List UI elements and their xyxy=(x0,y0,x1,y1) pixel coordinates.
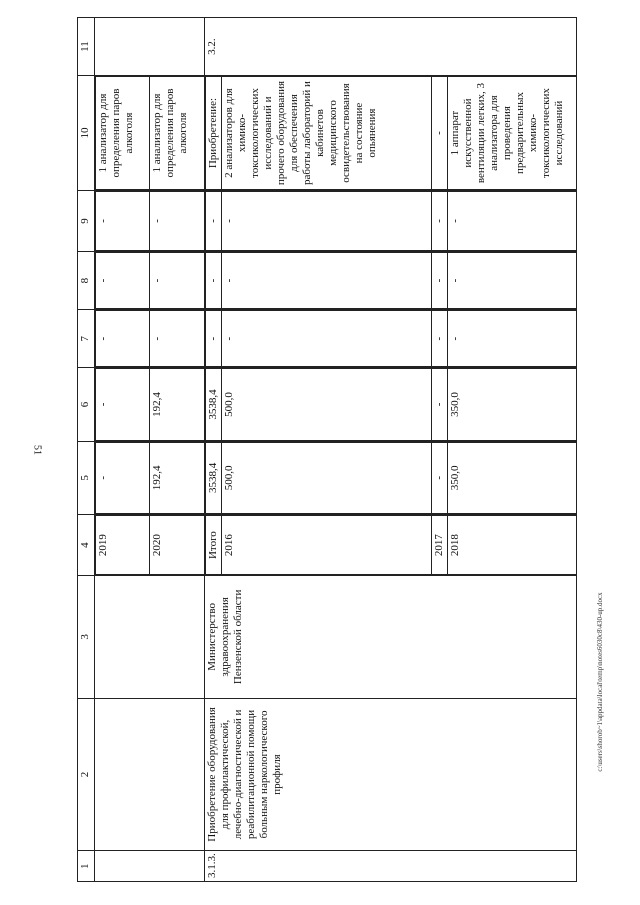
value: - xyxy=(150,253,204,309)
header-cell: 11 xyxy=(78,18,95,76)
value: - xyxy=(448,311,577,367)
value: - xyxy=(96,253,150,309)
result-text: 1 анализатор для определения паров алкоголя xyxy=(96,77,150,190)
header-cell: 7 xyxy=(78,310,95,368)
year-2020: 2020 xyxy=(150,516,204,575)
empty-cell xyxy=(95,18,205,76)
header-cell: 6 xyxy=(78,368,95,441)
table-header-row xyxy=(78,18,95,882)
col9-cell xyxy=(205,190,577,251)
value: 350,0 xyxy=(448,442,577,513)
value: 3538,4 xyxy=(206,442,222,513)
header-cell: 3 xyxy=(78,576,95,698)
result-text: 1 аппарат искусственной вентиляции легких, 3 анализатора для проведения предварительных химико-токсикологических исследований xyxy=(448,77,577,190)
header-cell: 8 xyxy=(78,252,95,310)
item-col11: 3.2. xyxy=(205,18,577,76)
col9-cell xyxy=(95,190,205,251)
result-text: - xyxy=(432,77,448,190)
value: - xyxy=(432,442,448,513)
year-cell xyxy=(95,515,205,576)
page-number: 51 xyxy=(31,445,43,455)
value: 500,0 xyxy=(222,369,432,440)
value: - xyxy=(222,191,432,250)
header-cell: 10 xyxy=(78,76,95,191)
value: 192,4 xyxy=(150,369,204,440)
result-text: 2 анализаторов для химико-токсикологических исследований и прочего оборудования для обеспечения работы лабораторий и кабинетов медицинского освидетельствования на состояние опьянения xyxy=(222,77,432,190)
year-2017: 2017 xyxy=(432,516,448,575)
year-2018: 2018 xyxy=(448,516,577,575)
program-table xyxy=(77,17,577,882)
value: - xyxy=(206,191,222,250)
header-cell: 4 xyxy=(78,515,95,576)
col8-cell xyxy=(95,252,205,310)
header-cell: 5 xyxy=(78,441,95,514)
value: - xyxy=(96,311,150,367)
value: 350,0 xyxy=(448,369,577,440)
value: - xyxy=(448,253,577,309)
item-executor: Министерство здравоохранения Пензенской области xyxy=(205,576,577,698)
value: - xyxy=(448,191,577,250)
col8-cell xyxy=(205,252,577,310)
carry-over-row xyxy=(95,18,205,882)
result-text: 1 анализатор для определения паров алкоголя xyxy=(150,77,204,190)
value: - xyxy=(432,369,448,440)
value: - xyxy=(222,311,432,367)
value: - xyxy=(96,442,150,513)
empty-cell xyxy=(95,851,205,882)
footer-file-path: c:\users\shorob~1\appdata\local\temp\notes6030c8\430-up.docx xyxy=(596,592,604,772)
value: - xyxy=(150,191,204,250)
empty-cell xyxy=(95,576,205,698)
col6-cell xyxy=(205,368,577,441)
value: - xyxy=(206,311,222,367)
year-2019: 2019 xyxy=(96,516,150,575)
empty-cell xyxy=(95,698,205,851)
header-cell: 9 xyxy=(78,190,95,251)
value: - xyxy=(150,311,204,367)
value: - xyxy=(432,311,448,367)
col10-cell xyxy=(205,76,577,191)
value: - xyxy=(206,253,222,309)
year-cell xyxy=(205,515,577,576)
col10-cell xyxy=(95,76,205,191)
item-number: 3.1.3. xyxy=(205,851,577,882)
value: 3538,4 xyxy=(206,369,222,440)
col7-cell xyxy=(205,310,577,368)
value: - xyxy=(96,191,150,250)
header-cell: 2 xyxy=(78,698,95,851)
col5-cell xyxy=(205,441,577,514)
col6-cell xyxy=(95,368,205,441)
value: - xyxy=(432,253,448,309)
item-name: Приобретение оборудования для профилактической, лечебно-диагностической и реабилитационной помощи больным наркологического профиля xyxy=(205,698,577,851)
item-row-3-1-3 xyxy=(205,18,577,882)
value: - xyxy=(96,369,150,440)
header-cell: 1 xyxy=(78,851,95,882)
result-text: Приобретение: xyxy=(206,77,222,190)
value: 192,4 xyxy=(150,442,204,513)
value: - xyxy=(432,191,448,250)
col7-cell xyxy=(95,310,205,368)
value: 500,0 xyxy=(222,442,432,513)
year-2016: 2016 xyxy=(222,516,432,575)
col5-cell xyxy=(95,441,205,514)
value: - xyxy=(222,253,432,309)
rotated-page-content xyxy=(77,17,577,882)
year-total: Итого xyxy=(206,516,222,575)
